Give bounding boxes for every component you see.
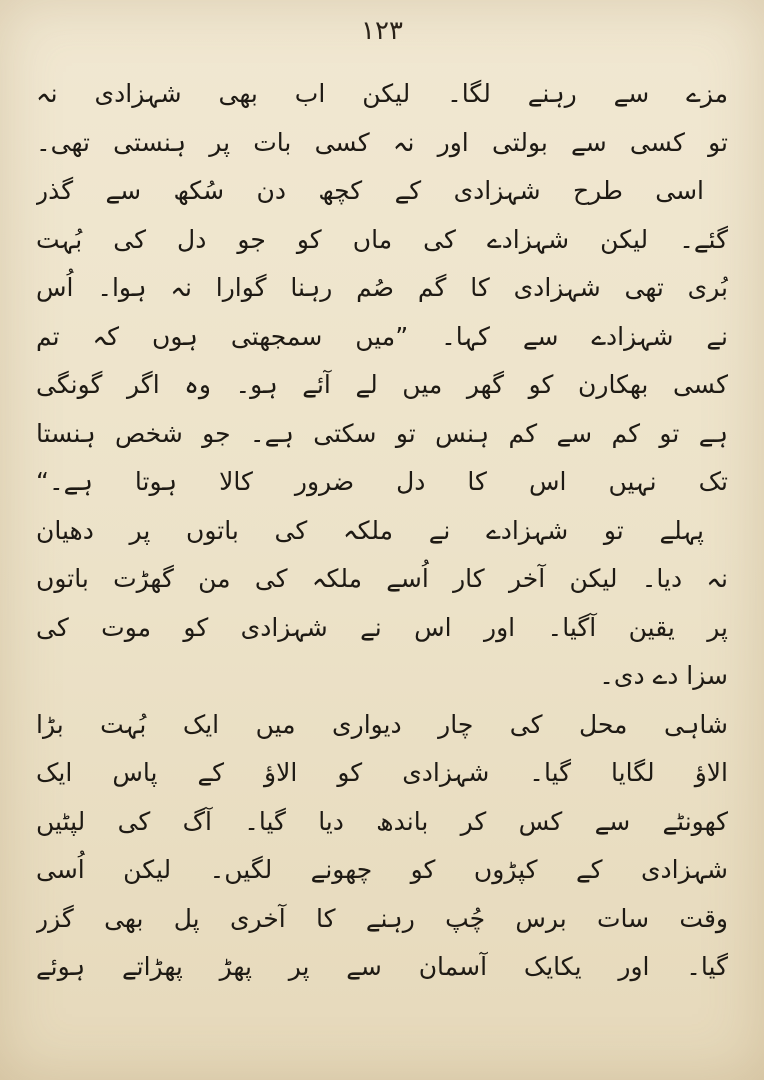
text-line-5: بُری تھی شہزادی کا گم صُم رہنا گوارا نہ ہوا۔ اُس: [36, 273, 728, 302]
text-line-13: سزا دے دی۔: [599, 661, 728, 690]
text-line-19: گیا۔ اور یکایک آسمان سے پر پھڑ پھڑاتے ہوئے: [36, 952, 728, 981]
text-line-2: تو کسی سے بولتی اور نہ کسی بات پر ہنستی تھی۔: [36, 127, 728, 157]
text-line-1: مزے سے رہنے لگا۔ لیکن اب بھی شہزادی نہ: [36, 79, 728, 108]
text-line-7: کسی بھکارن کو گھر میں لے آئے ہو۔ وہ اگر گونگی: [36, 370, 728, 399]
text-line-11: نہ دیا۔ لیکن آخر کار اُسے ملکہ کی من گھڑت باتوں: [36, 564, 728, 593]
text-line-12: پر یقین آگیا۔ اور اس نے شہزادی کو موت کی: [36, 612, 728, 642]
text-line-6: نے شہزادے سے کہا۔ ”میں سمجھتی ہوں کہ تم: [36, 321, 728, 351]
text-line-10: پہلے تو شہزادے نے ملکہ کی باتوں پر دھیان: [36, 515, 704, 545]
body-text: [36, 70, 728, 992]
text-line-14: شاہی محل کی چار دیواری میں ایک بُہت بڑا: [36, 709, 728, 739]
text-line-3: اسی طرح شہزادی کے کچھ دن سُکھ سے گذر: [36, 176, 704, 205]
text-line-8: ہے تو کم سے کم ہنس تو سکتی ہے۔ جو شخص ہنستا: [36, 418, 728, 448]
text-line-15: الاؤ لگایا گیا۔ شہزادی کو الاؤ کے پاس ایک: [36, 758, 728, 787]
page-number: ۱۲۳: [361, 16, 403, 46]
text-line-4: گئے۔ لیکن شہزادے کی ماں کو جو دل کی بُہت: [36, 224, 728, 254]
text-line-16: کھونٹے سے کس کر باندھ دیا گیا۔ آگ کی لپٹیں: [36, 806, 728, 836]
text-line-9: تک نہیں اس کا دل ضرور کالا ہوتا ہے۔“: [36, 467, 728, 496]
text-line-17: شہزادی کے کپڑوں کو چھونے لگیں۔ لیکن اُسی: [36, 855, 728, 884]
text-line-18: وقت سات برس چُپ رہنے کا آخری پل بھی گزر: [36, 903, 728, 933]
